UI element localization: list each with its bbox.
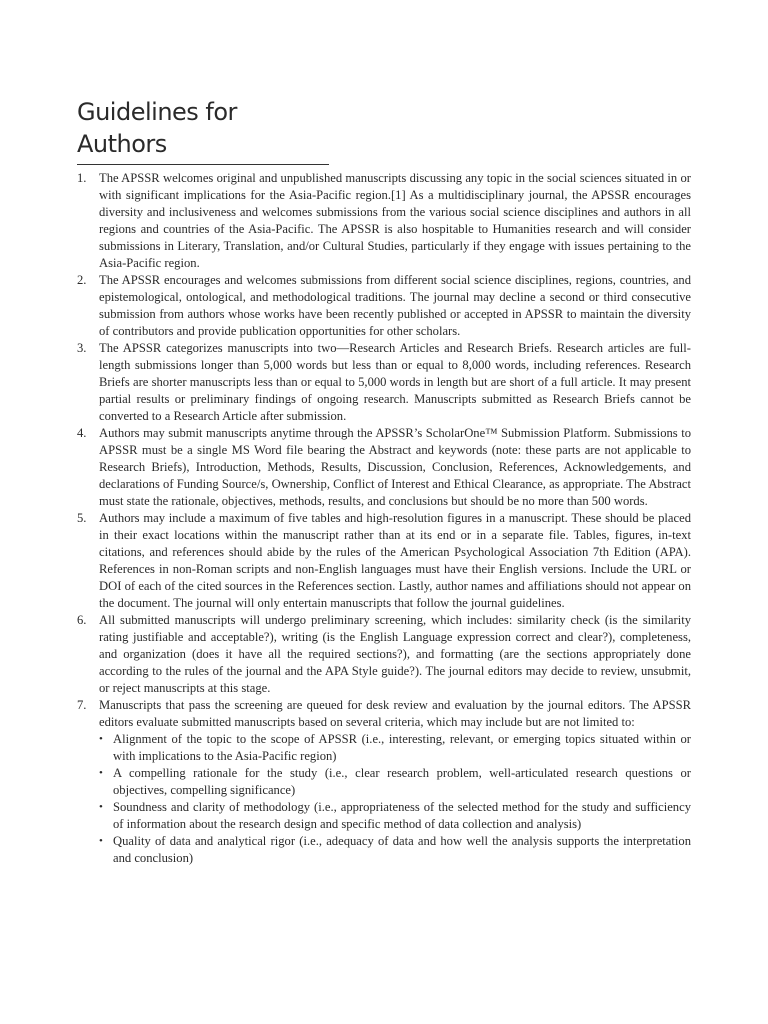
item-text: Authors may submit manuscripts anytime through the APSSR’s ScholarOne™ Submission Platform. Submissions to APSSR must be a single MS Word file bearing the Abstract and keywords (note: these parts are not applicable to Research Briefs), Introduction, Methods, Results, Discussion, Conclusion, References, Acknowledgements, and declarations of Funding Source/s, Ownership, Conflict of Interest and Ethical Clearance, as appropriate. The Abstract must state the rationale, objectives, methods, results, and conclusions but should be no more than 500 words. [99, 426, 691, 508]
criteria-text: Alignment of the topic to the scope of APSSR (i.e., interesting, relevant, or emerging topics situated within or with implications to the Asia-Pacific region) [113, 732, 691, 763]
guideline-item-6 [77, 612, 691, 697]
item-text: All submitted manuscripts will undergo preliminary screening, which includes: similarity check (is the similarity rating justifiable and acceptable?), writing (is the English Language expression correct and clear?), completeness, and organization (does it have all the required sections?), and formatting (are the sections appropriately done according to the rules of the journal and the APA Style guide?). The journal editors may decide to review, unsubmit, or reject manuscripts at this stage. [99, 613, 691, 695]
criteria-text: Soundness and clarity of methodology (i.e., appropriateness of the selected method for the study and sufficiency of information about the research design and specific method of data collection and analysis) [113, 800, 691, 831]
criteria-text: Quality of data and analytical rigor (i.e., adequacy of data and how well the analysis supports the interpretation and conclusion) [113, 834, 691, 865]
criteria-item [99, 833, 691, 867]
bullet-icon: • [99, 801, 103, 813]
guideline-item-5 [77, 510, 691, 612]
item-text: The APSSR encourages and welcomes submissions from different social science disciplines, regions, countries, and epistemological, ontological, and methodological traditions. The journal may decline a second or third consecutive submission from authors whose works have been recently published or accepted in APSSR to maintain the diversity of contributors and provide publication opportunities for other scholars. [99, 273, 691, 338]
item-text: The APSSR categorizes manuscripts into two—Research Articles and Research Briefs. Research articles are full-length submissions longer than 5,000 words but less than or equal to 8,000 words, including references. Research Briefs are shorter manuscripts less than or equal to 5,000 words in length but are short of a full article. It may present partial results or preliminary findings of ongoing research. Manuscripts submitted as Research Briefs cannot be converted to a Research Article after submission. [99, 341, 691, 423]
item-text: The APSSR welcomes original and unpublished manuscripts discussing any topic in the social sciences situated in or with significant implications for the Asia-Pacific region.[1] As a multidisciplinary journal, the APSSR encourages diversity and inclusiveness and welcomes submissions from the various social science disciplines and authors in all regions and countries of the Asia-Pacific. The APSSR is also hospitable to Humanities research and will consider submissions in Literary, Translation, and/or Cultural Studies, particularly if they engage with issues pertaining to the Asia-Pacific region. [99, 171, 691, 270]
item-number: 7. [77, 698, 87, 712]
item-text: Manuscripts that pass the screening are queued for desk review and evaluation by the journal editors. The APSSR editors evaluate submitted manuscripts based on several criteria, which may include but are not limited to: [99, 698, 691, 729]
guidelines-list [77, 170, 691, 867]
criteria-item [99, 731, 691, 765]
item-number: 4. [77, 426, 87, 440]
item-text: Authors may include a maximum of five tables and high-resolution figures in a manuscript. These should be placed in their exact locations within the manuscript rather than at its end or in a separate file. Tables, figures, in-text citations, and references should abide by the rules of the American Psychological Association 7th Edition (APA). References in non-Roman scripts and non-English languages must have their English versions. Include the URL or DOI of each of the cited sources in the References section. Lastly, author names and affiliations should not appear on the document. The journal will only entertain manuscripts that follow the journal guidelines. [99, 511, 691, 610]
bullet-icon: • [99, 733, 103, 745]
item-number: 6. [77, 613, 87, 627]
guideline-item-7 [77, 697, 691, 867]
criteria-item [99, 799, 691, 833]
guideline-item-1 [77, 170, 691, 272]
guideline-item-4 [77, 425, 691, 510]
bullet-icon: • [99, 767, 103, 779]
heading-container [77, 96, 329, 165]
guideline-item-3 [77, 340, 691, 425]
criteria-text: A compelling rationale for the study (i.e., clear research problem, well-articulated research questions or objectives, compelling significance) [113, 766, 691, 797]
item-number: 2. [77, 273, 87, 287]
criteria-list [99, 731, 691, 867]
criteria-item [99, 765, 691, 799]
item-number: 3. [77, 341, 87, 355]
item-number: 1. [77, 171, 87, 185]
guideline-item-2 [77, 272, 691, 340]
bullet-icon: • [99, 835, 103, 847]
item-number: 5. [77, 511, 87, 525]
page-title: Guidelines for Authors [77, 98, 237, 158]
